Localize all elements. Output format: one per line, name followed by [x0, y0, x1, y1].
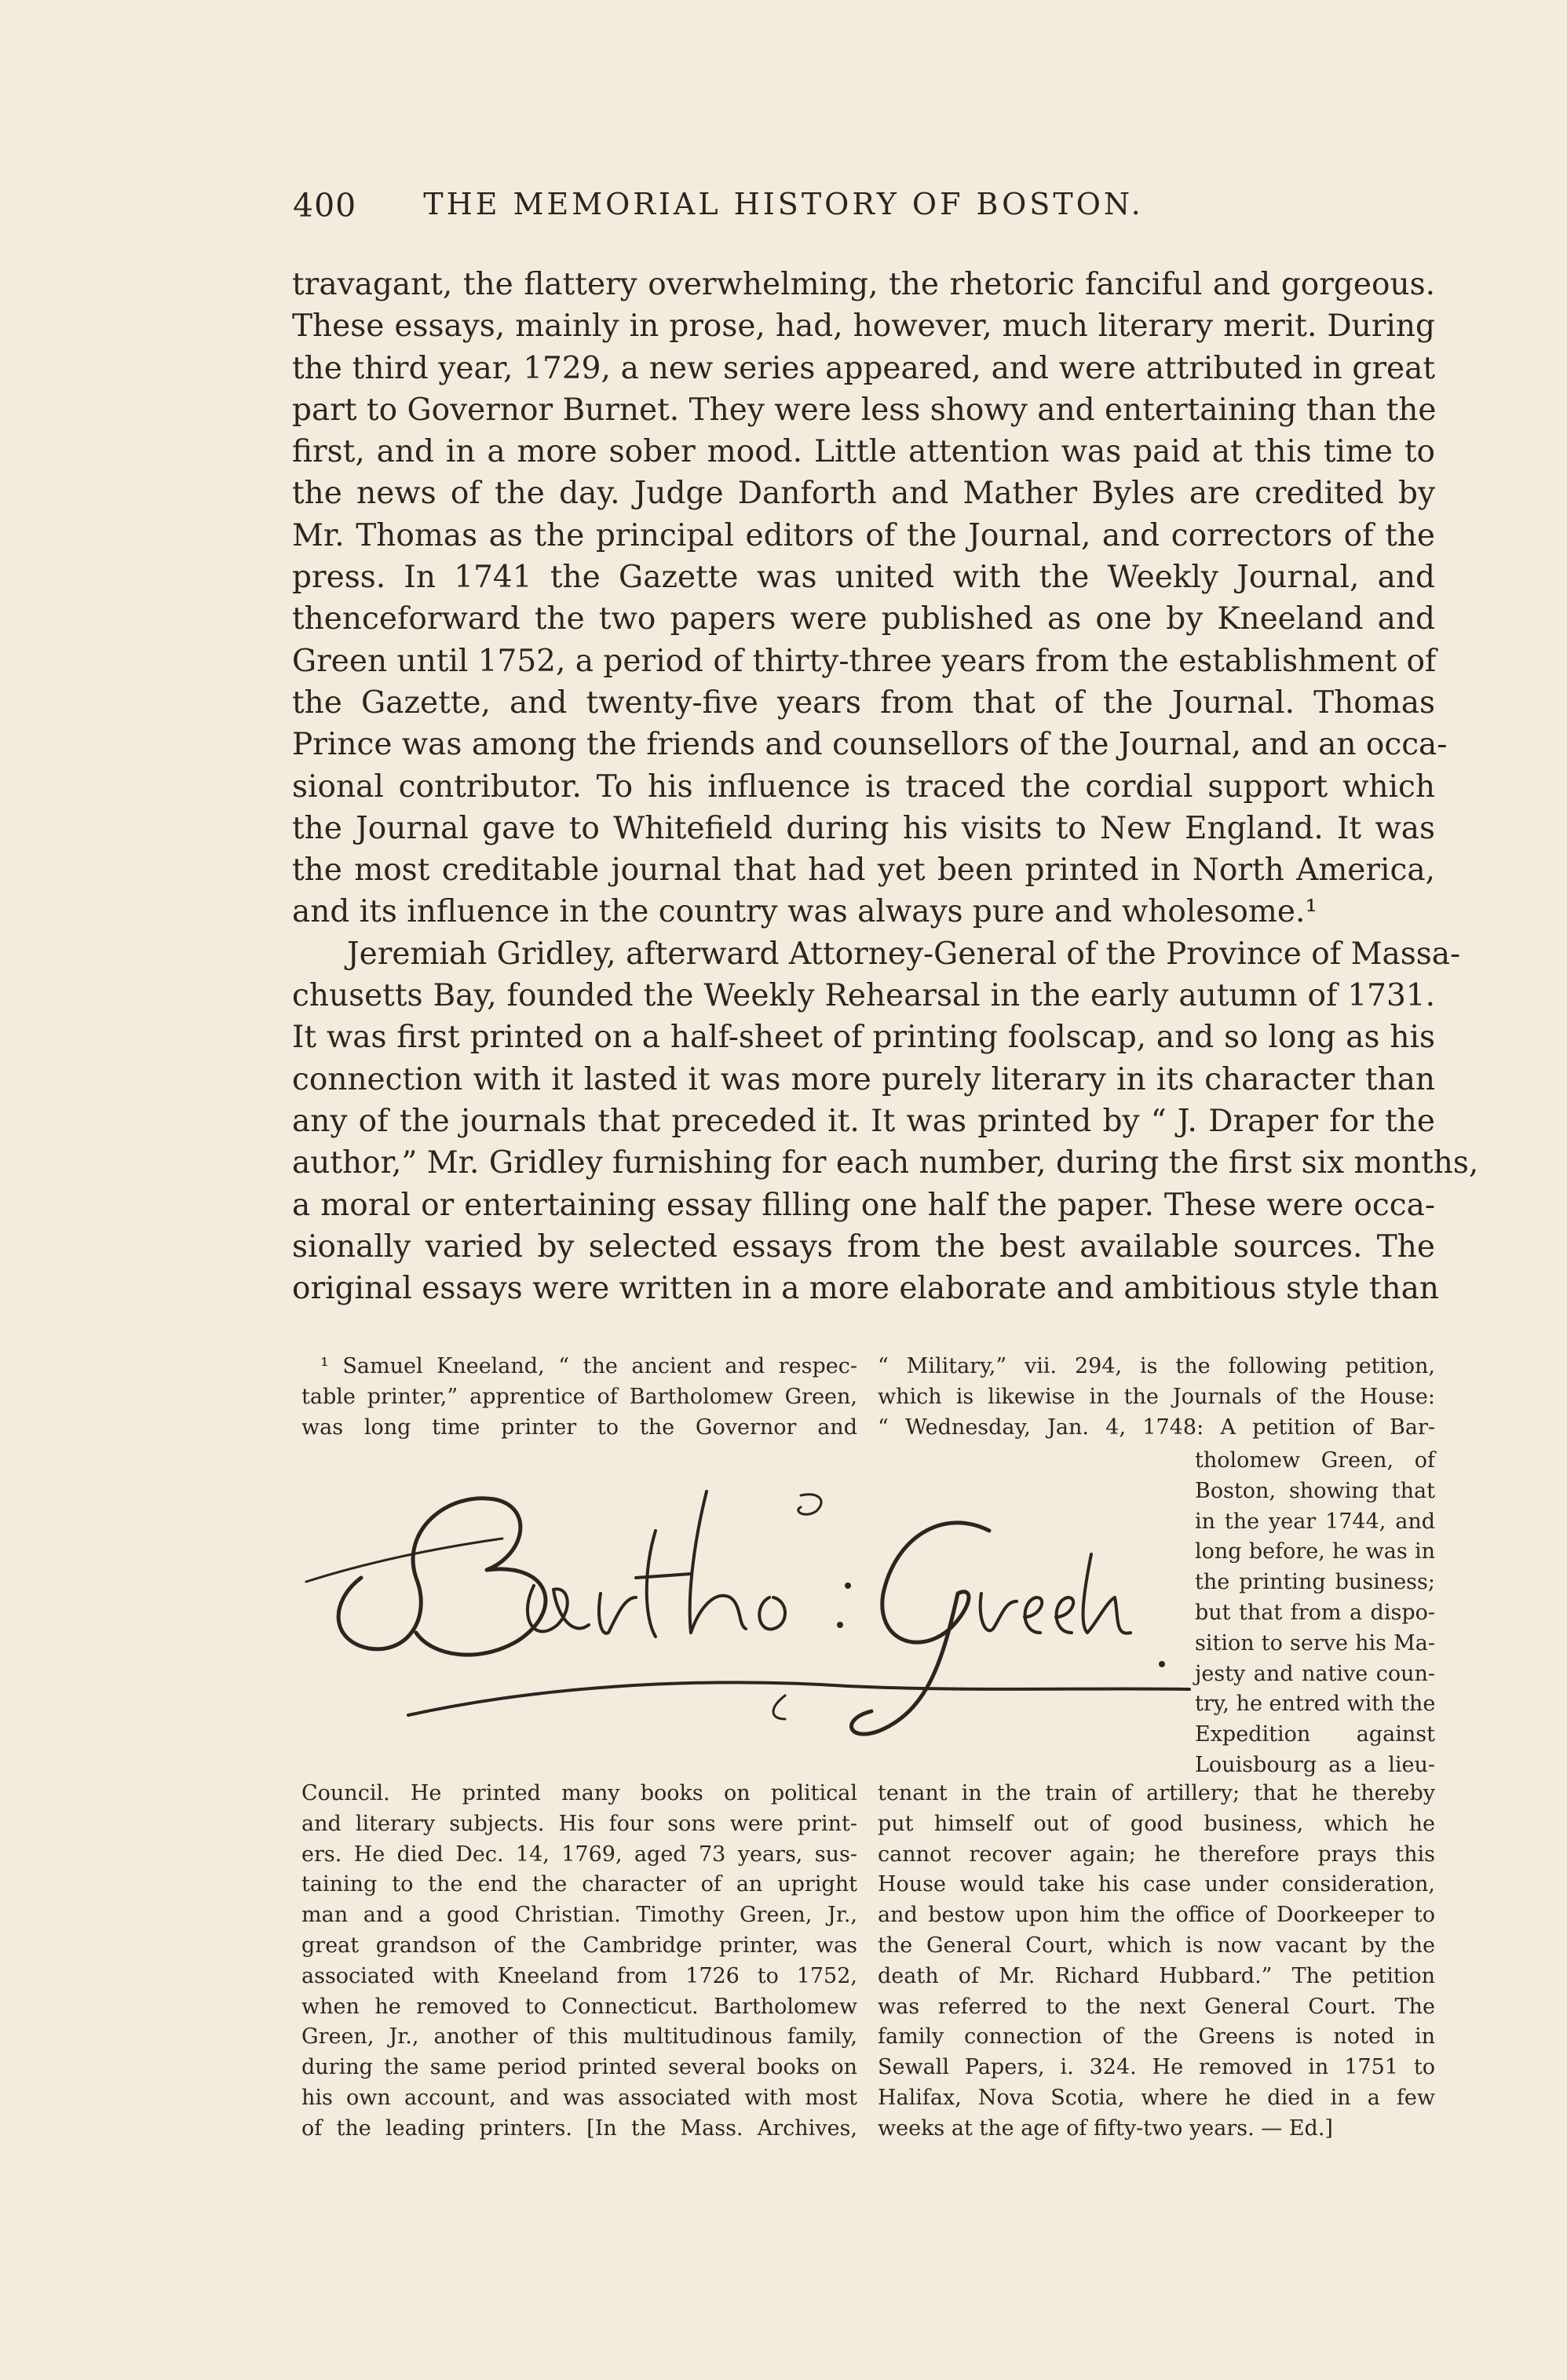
footnote-line: “ Wednesday, Jan. 4, 1748: A petition of Bar- [878, 1414, 1435, 1440]
footnote-line: great grandson of the Cambridge printer, was [301, 1933, 857, 1958]
footnote-line: Louisbourg as a lieu- [1195, 1752, 1435, 1777]
body-line: the third year, 1729, a new series appeared, and were attributed in great [292, 350, 1435, 386]
footnote-right-bottom [878, 1779, 1435, 2145]
footnote-left-bottom [301, 1779, 857, 2145]
body-line: These essays, mainly in prose, had, however, much literary merit. During [292, 308, 1435, 345]
footnote-line: cannot recover again; he therefore prays this [878, 1842, 1435, 1867]
main-text [292, 264, 1479, 1309]
footnote-line: was referred to the next General Court. The [878, 1994, 1435, 2019]
footnote-line: in the year 1744, and [1195, 1509, 1435, 1534]
body-line: original essays were written in a more elaborate and ambitious style than [292, 1271, 1439, 1307]
footnote-line: taining to the end the character of an upright [301, 1872, 857, 1897]
footnote-line: during the same period printed several books on [301, 2055, 857, 2080]
body-line: first, and in a more sober mood. Little attention was paid at this time to [292, 434, 1435, 470]
footnote-line: when he removed to Connecticut. Bartholomew [301, 1994, 857, 2019]
signature-bartho-green [298, 1436, 1193, 1766]
footnote-line: try, he entred with the [1195, 1692, 1436, 1717]
footnote-line: man and a good Christian. Timothy Green, Jr., [301, 1903, 857, 1928]
body-line: the Journal gave to Whitefield during his visits to New England. It was [292, 810, 1435, 846]
body-line: sional contributor. To his influence is traced the cordial support which [292, 768, 1435, 805]
body-line: It was first printed on a half-sheet of printing foolscap, and so long as his [292, 1020, 1435, 1056]
footnote-line: tenant in the train of artillery; that he thereby [878, 1781, 1435, 1805]
footnote-line: death of Mr. Richard Hubbard.” The petition [878, 1963, 1435, 1988]
body-line: sionally varied by selected essays from the best available sources. The [292, 1228, 1435, 1265]
footnote-line: weeks at the age of fifty-two years. — Ed.] [878, 2115, 1333, 2141]
body-line: Prince was among the friends and counsellors of the Journal, and an occa- [292, 727, 1448, 763]
body-line: author,” Mr. Gridley furnishing for each number, during the first six months, [292, 1145, 1479, 1181]
body-line: any of the journals that preceded it. It was printed by “ J. Draper for the [292, 1103, 1435, 1139]
footnote-line: associated with Kneeland from 1726 to 1752, [301, 1963, 857, 1988]
page-number: 400 [293, 187, 357, 224]
footnote-right-narrow [1195, 1446, 1435, 1781]
footnote-line: the General Court, which is now vacant by the [878, 1933, 1435, 1958]
footnote-line: of the leading printers. [In the Mass. Archives, [301, 2115, 857, 2141]
footnote-line: family connection of the Greens is noted in [878, 2024, 1435, 2050]
body-line: part to Governor Burnet. They were less showy and entertaining than the [292, 392, 1437, 428]
body-line: the Gazette, and twenty-five years from that of the Journal. Thomas [292, 684, 1435, 721]
body-line: connection with it lasted it was more purely literary in its character than [292, 1061, 1435, 1097]
footnote-line: Boston, showing that [1195, 1478, 1435, 1503]
body-line: Jeremiah Gridley, afterward Attorney-General of the Province of Massa- [347, 936, 1461, 972]
running-head: THE MEMORIAL HISTORY OF BOSTON. [423, 187, 1144, 221]
body-line: thenceforward the two papers were published as one by Kneeland and [292, 601, 1435, 637]
footnote-line: Green, Jr., another of this multitudinous family, [301, 2024, 857, 2050]
footnote-line: put himself out of good business, which he [878, 1811, 1435, 1836]
footnote-line: but that from a dispo- [1195, 1600, 1435, 1625]
body-line: the most creditable journal that had yet been printed in North America, [292, 852, 1435, 889]
footnote-line: jesty and native coun- [1195, 1661, 1435, 1686]
footnote-line: was long time printer to the Governor and [301, 1414, 857, 1440]
footnote-line: Council. He printed many books on political [301, 1781, 857, 1805]
footnote-left-top [301, 1352, 857, 1443]
footnote-line: long before, he was in [1195, 1539, 1435, 1564]
footnote-line: sition to serve his Ma- [1195, 1630, 1435, 1655]
footnote-line: and bestow upon him the office of Doorkeeper to [878, 1903, 1435, 1928]
footnote-line: and literary subjects. His four sons were print- [301, 1811, 857, 1836]
footnote-line: ers. He died Dec. 14, 1769, aged 73 years, sus- [301, 1842, 857, 1867]
body-line: the news of the day. Judge Danforth and Mather Byles are credited by [292, 476, 1435, 512]
footnote-line: “ Military,” vii. 294, is the following petition, [878, 1354, 1435, 1378]
footnote-line: House would take his case under consideration, [878, 1872, 1435, 1897]
footnote-line: tholomew Green, of [1195, 1448, 1435, 1473]
body-line: travagant, the flattery overwhelming, the rhetoric fanciful and gorgeous. [292, 267, 1435, 302]
footnote-line: table printer,” apprentice of Bartholomew Green, [301, 1384, 857, 1409]
footnote-line: which is likewise in the Journals of the House: [878, 1384, 1435, 1409]
footnote-line: Halifax, Nova Scotia, where he died in a few [878, 2085, 1435, 2110]
body-line: a moral or entertaining essay filling one half the paper. These were occa- [292, 1187, 1435, 1223]
footnote-line: Sewall Papers, i. 324. He removed in 1751 to [878, 2055, 1435, 2080]
body-line: and its influence in the country was always pure and wholesome.¹ [292, 894, 1317, 930]
footnote-line: Expedition against [1195, 1722, 1435, 1747]
footnote-line: ¹ Samuel Kneeland, “ the ancient and respec- [320, 1354, 857, 1378]
footnote-line: his own account, and was associated with most [301, 2085, 857, 2110]
footnote-right-top [878, 1352, 1435, 1443]
body-line: chusetts Bay, founded the Weekly Rehearsal in the early autumn of 1731. [292, 978, 1435, 1014]
body-line: press. In 1741 the Gazette was united with the Weekly Journal, and [292, 560, 1435, 596]
body-line: Green until 1752, a period of thirty-three years from the establishment of [292, 643, 1437, 679]
footnote-line: the printing business; [1195, 1570, 1435, 1595]
body-line: Mr. Thomas as the principal editors of the Journal, and correctors of the [292, 517, 1435, 553]
